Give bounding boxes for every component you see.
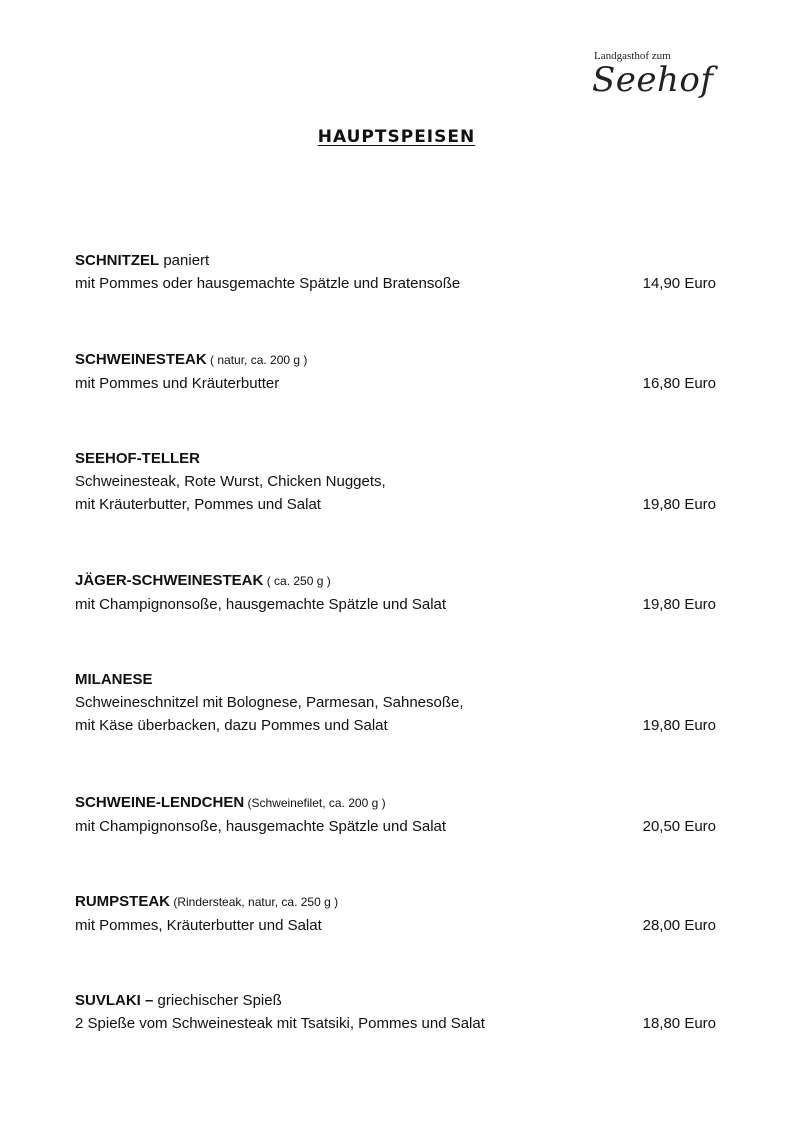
menu-item-price: 14,90 Euro	[642, 275, 716, 292]
menu-item-name: RUMPSTEAK	[75, 893, 171, 910]
menu-item-heading	[75, 249, 720, 272]
page-title-text: HAUPTSPEISEN	[317, 127, 476, 147]
page-title	[0, 127, 793, 147]
menu-item-price: 19,80 Euro	[642, 717, 716, 734]
menu-item-price: 16,80 Euro	[642, 375, 716, 392]
menu-item-name: SCHNITZEL	[75, 252, 160, 269]
menu-item-name: JÄGER-SCHWEINESTEAK	[75, 572, 264, 589]
logo-subtitle: Landgasthof zum	[594, 50, 671, 62]
menu-item-description: mit Pommes oder hausgemachte Spätzle und Bratensoße	[75, 275, 461, 292]
menu-item-suffix: griechischer Spieß	[153, 992, 282, 1009]
menu-item-description: mit Kräuterbutter, Pommes und Salat	[75, 496, 321, 513]
menu-item-rumpsteak	[75, 890, 720, 937]
menu-item-price: 28,00 Euro	[642, 917, 716, 934]
menu-item-description: mit Champignonsoße, hausgemachte Spätzle und Salat	[75, 596, 447, 613]
menu-item-note: (Rindersteak, natur, ca. 250 g )	[170, 895, 339, 909]
menu-item-name: SCHWEINESTEAK	[75, 351, 207, 368]
menu-item-heading	[75, 791, 720, 815]
menu-item-schweine-lendchen	[75, 791, 720, 838]
menu-item-seehof-teller	[75, 447, 720, 516]
menu-item-heading	[75, 348, 720, 372]
menu-item-price: 19,80 Euro	[642, 496, 716, 513]
menu-item-heading	[75, 668, 720, 691]
menu-item-name: MILANESE	[75, 671, 153, 688]
menu-item-schnitzel	[75, 249, 720, 295]
restaurant-logo	[578, 50, 718, 110]
menu-item-heading	[75, 890, 720, 914]
menu-item-description: Schweinesteak, Rote Wurst, Chicken Nuggets,	[75, 473, 386, 490]
menu-item-suffix: paniert	[159, 252, 210, 269]
menu-item-price: 18,80 Euro	[642, 1015, 716, 1032]
menu-item-heading	[75, 569, 720, 593]
menu-item-jaeger-schweinesteak	[75, 569, 720, 616]
menu-item-name: SEEHOF-TELLER	[75, 450, 201, 467]
menu-item-note: ( natur, ca. 200 g )	[206, 353, 308, 367]
menu-item-milanese	[75, 668, 720, 737]
menu-item-description: mit Pommes und Kräuterbutter	[75, 375, 280, 392]
menu-item-note: (Schweinefilet, ca. 200 g )	[244, 796, 386, 810]
menu-item-heading	[75, 447, 720, 470]
logo-name: Seehof	[592, 60, 714, 100]
menu-item-suvlaki	[75, 989, 720, 1035]
menu-item-description: 2 Spieße vom Schweinesteak mit Tsatsiki, Pommes und Salat	[75, 1015, 485, 1032]
menu-item-name: SCHWEINE-LENDCHEN	[75, 794, 245, 811]
menu-item-heading	[75, 989, 720, 1012]
menu-item-schweinesteak	[75, 348, 720, 395]
menu-item-description: mit Champignonsoße, hausgemachte Spätzle und Salat	[75, 818, 447, 835]
menu-item-name: SUVLAKI –	[75, 992, 154, 1009]
menu-item-note: ( ca. 250 g )	[263, 574, 331, 588]
menu-item-price: 19,80 Euro	[642, 596, 716, 613]
menu-item-description: Schweineschnitzel mit Bolognese, Parmesan, Sahnesoße,	[75, 694, 464, 711]
menu-item-description: mit Pommes, Kräuterbutter und Salat	[75, 917, 322, 934]
menu-item-price: 20,50 Euro	[642, 818, 716, 835]
menu-item-description: mit Käse überbacken, dazu Pommes und Salat	[75, 717, 388, 734]
